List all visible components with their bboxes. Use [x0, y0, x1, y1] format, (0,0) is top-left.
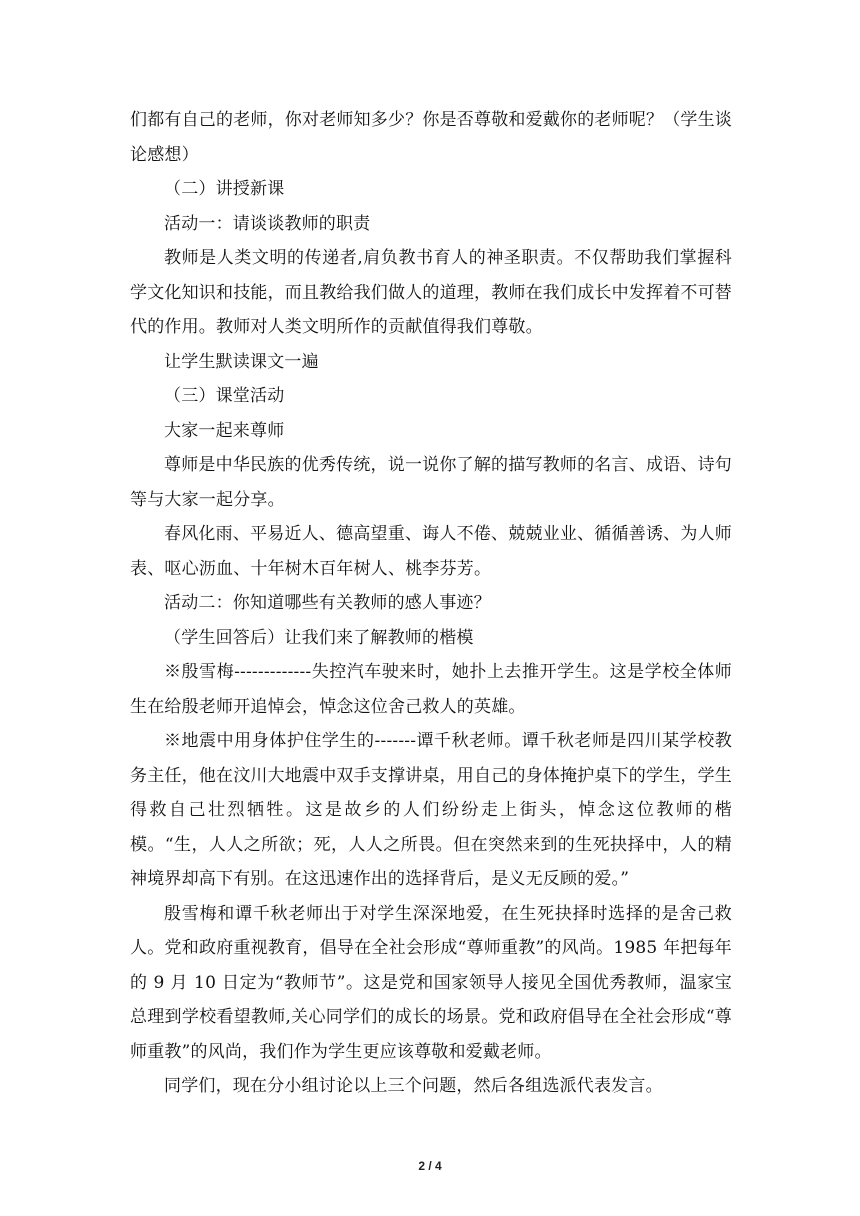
paragraph-teacher-duty: 教师是人类文明的传递者,肩负教书育人的神圣职责。不仅帮助我们掌握科学文化知识和技能，而且教给我们做人的道理，教师在我们成长中发挥着不可替代的作用。教师对人类文明所作的贡献值得我们尊敬。 [130, 248, 732, 337]
section-heading-class-activity: （三）课堂活动 [164, 386, 285, 406]
paragraph-yin-xuemei: ※殷雪梅-------------失控汽车驶来时，她扑上去推开学生。这是学校全体师生在给殷老师开追悼会，悼念这位舍己救人的英雄。 [130, 662, 732, 717]
paragraph-role-model-intro: （学生回答后）让我们来了解教师的楷模 [164, 627, 474, 648]
paragraph-respect-teacher-title: 大家一起来尊师 [164, 420, 285, 441]
paragraph-teachers-day: 殷雪梅和谭千秋老师出于对学生深深地爱，在生死抉择时选择的是舍己救人。党和政府重视教育，倡导在全社会形成“尊师重教”的风尚。1985 年把每年的 9 月 10 日定为“教师节”。这是党和国家领导人接见全国优秀教师，温家宝总理到学校看望教师,关心同学们的成长的场景。党和政府倡导在全社会形成“尊师重教”的风尚，我们作为学生更应该尊敬和爱戴老师。 [130, 903, 732, 1062]
activity-one-heading: 活动一：请谈谈教师的职责 [164, 213, 371, 234]
paragraph-group-discussion: 同学们，现在分小组讨论以上三个问题，然后各组选派代表发言。 [164, 1076, 663, 1096]
paragraph-idioms: 春风化雨、平易近人、德高望重、诲人不倦、兢兢业业、循循善诱、为人师表、呕心沥血、十年树木百年树人、桃李芬芳。 [130, 524, 732, 579]
activity-two-heading: 活动二：你知道哪些有关教师的感人事迹？ [164, 593, 491, 613]
paragraph-tradition: 尊师是中华民族的优秀传统，说一说你了解的描写教师的名言、成语、诗句等与大家一起分享。 [130, 455, 732, 510]
paragraph-intro-continuation: 们都有自己的老师，你对老师知多少？你是否尊敬和爱戴你的老师呢？（学生谈论感想） [130, 110, 732, 165]
section-heading-new-lesson: （二）讲授新课 [164, 179, 285, 199]
paragraph-silent-reading: 让学生默读课文一遍 [164, 351, 319, 372]
page-number: 2 / 4 [418, 1159, 442, 1173]
document-body [130, 103, 732, 1104]
paragraph-tan-qianqiu: ※地震中用身体护住学生的-------谭千秋老师。谭千秋老师是四川某学校教务主任，他在汶川大地震中双手支撑讲桌，用自己的身体掩护桌下的学生，学生得救自己壮烈牺牲。这是故乡的人们纷纷走上街头，悼念这位教师的楷模。“生，人人之所欲；死，人人之所畏。但在突然来到的生死抉择中，人的精神境界却高下有别。在这迅速作出的选择背后，是义无反顾的爱。” [130, 731, 732, 889]
